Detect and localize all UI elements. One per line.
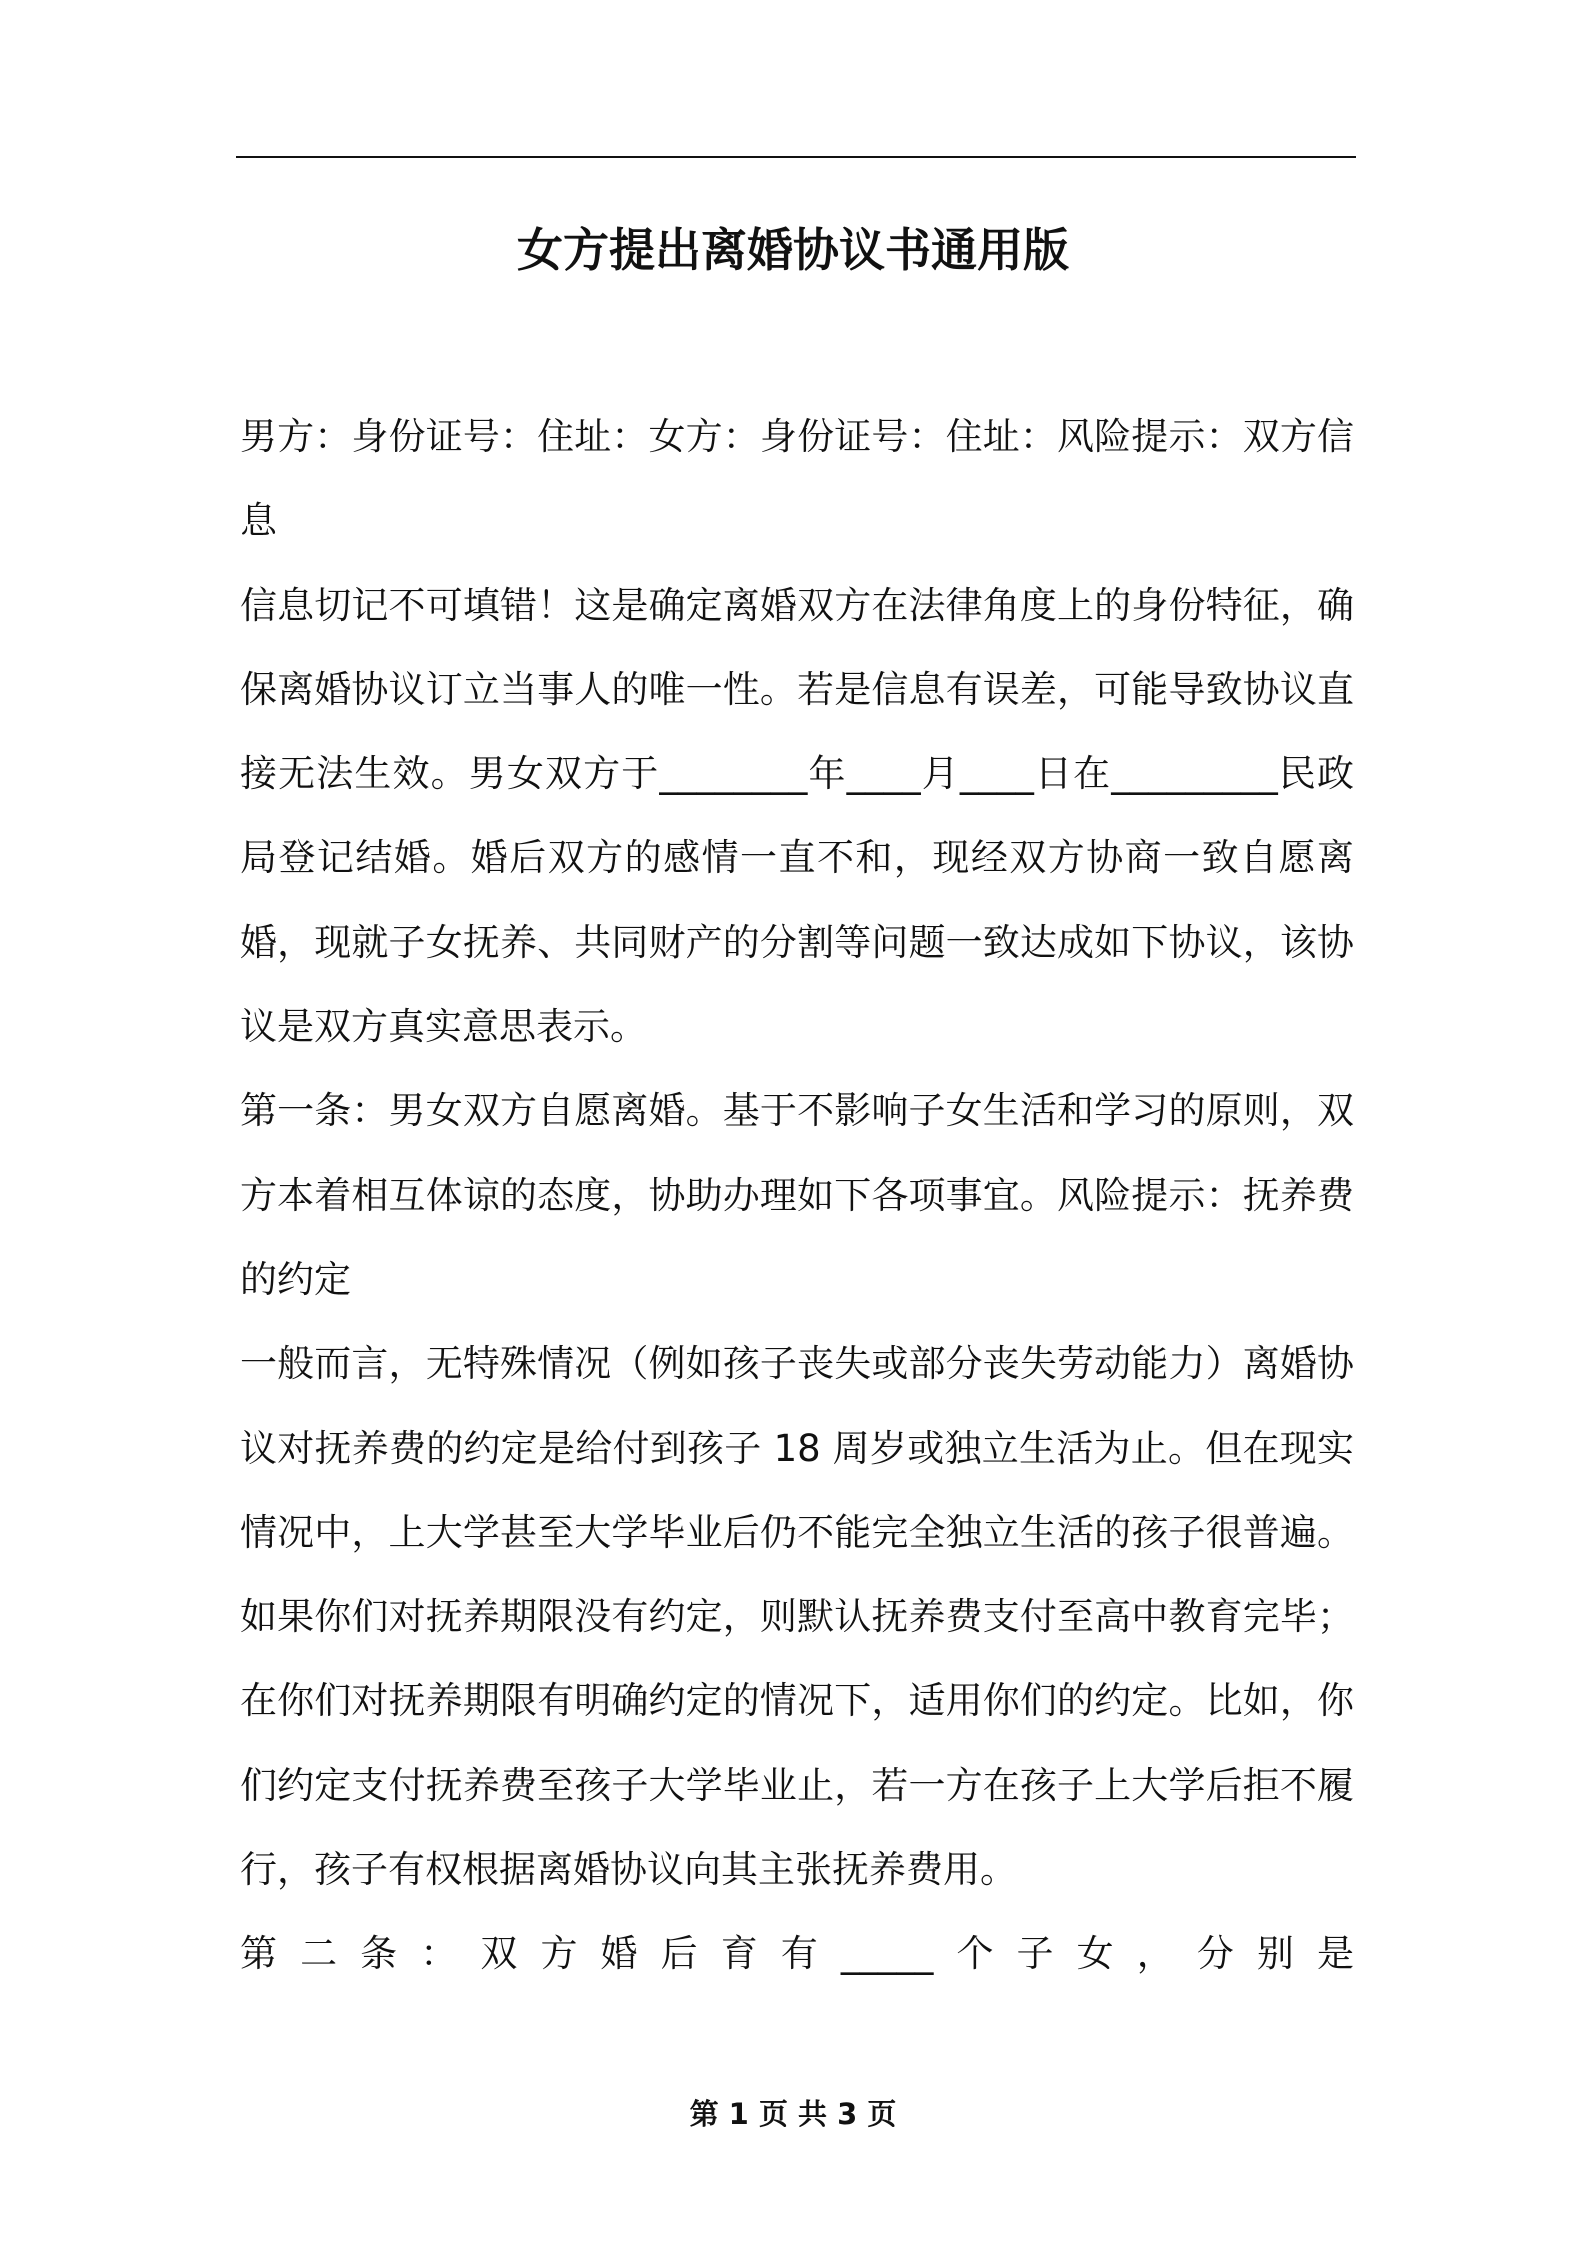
- paragraph-article-2: 第二条：双方婚后育有_____个子女，分别是: [240, 1932, 1354, 1976]
- page-number: 第 1 页 共 3 页: [689, 2097, 897, 2131]
- document-body: [240, 395, 1354, 1996]
- header-rule: [236, 156, 1356, 158]
- paragraph-parties: 男方：身份证号：住址：女方：身份证号：住址：风险提示：双方信息: [240, 415, 1354, 543]
- paragraph-support-note: 一般而言，无特殊情况（例如孩子丧失或部分丧失劳动能力）离婚协议对抚养费的约定是给付到孩子 18 周岁或独立生活为止。但在现实情况中，上大学甚至大学毕业后仍不能完全独立生活的孩子很普遍。如果你们对抚养期限没有约定，则默认抚养费支付至高中教育完毕；在你们对抚养期限有明确约定的情况下，适用你们的约定。比如，你们约定支付抚养费至孩子大学毕业止，若一方在孩子上大学后拒不履行，孩子有权根据离婚协议向其主张抚养费用。: [240, 1342, 1354, 1892]
- paragraph-intro: 信息切记不可填错！这是确定离婚双方在法律角度上的身份特征，确保离婚协议订立当事人的唯一性。若是信息有误差，可能导致协议直接无法生效。男女双方于________年____月____日在_________民政局登记结婚。婚后双方的感情一直不和，现经双方协商一致自愿离婚，现就子女抚养、共同财产的分割等问题一致达成如下协议，该协议是双方真实意思表示。: [240, 583, 1354, 1049]
- document-title: 女方提出离婚协议书通用版: [517, 223, 1069, 277]
- paragraph-article-1: 第一条：男女双方自愿离婚。基于不影响子女生活和学习的原则，双方本着相互体谅的态度，协助办理如下各项事宜。风险提示：抚养费的约定: [240, 1089, 1354, 1301]
